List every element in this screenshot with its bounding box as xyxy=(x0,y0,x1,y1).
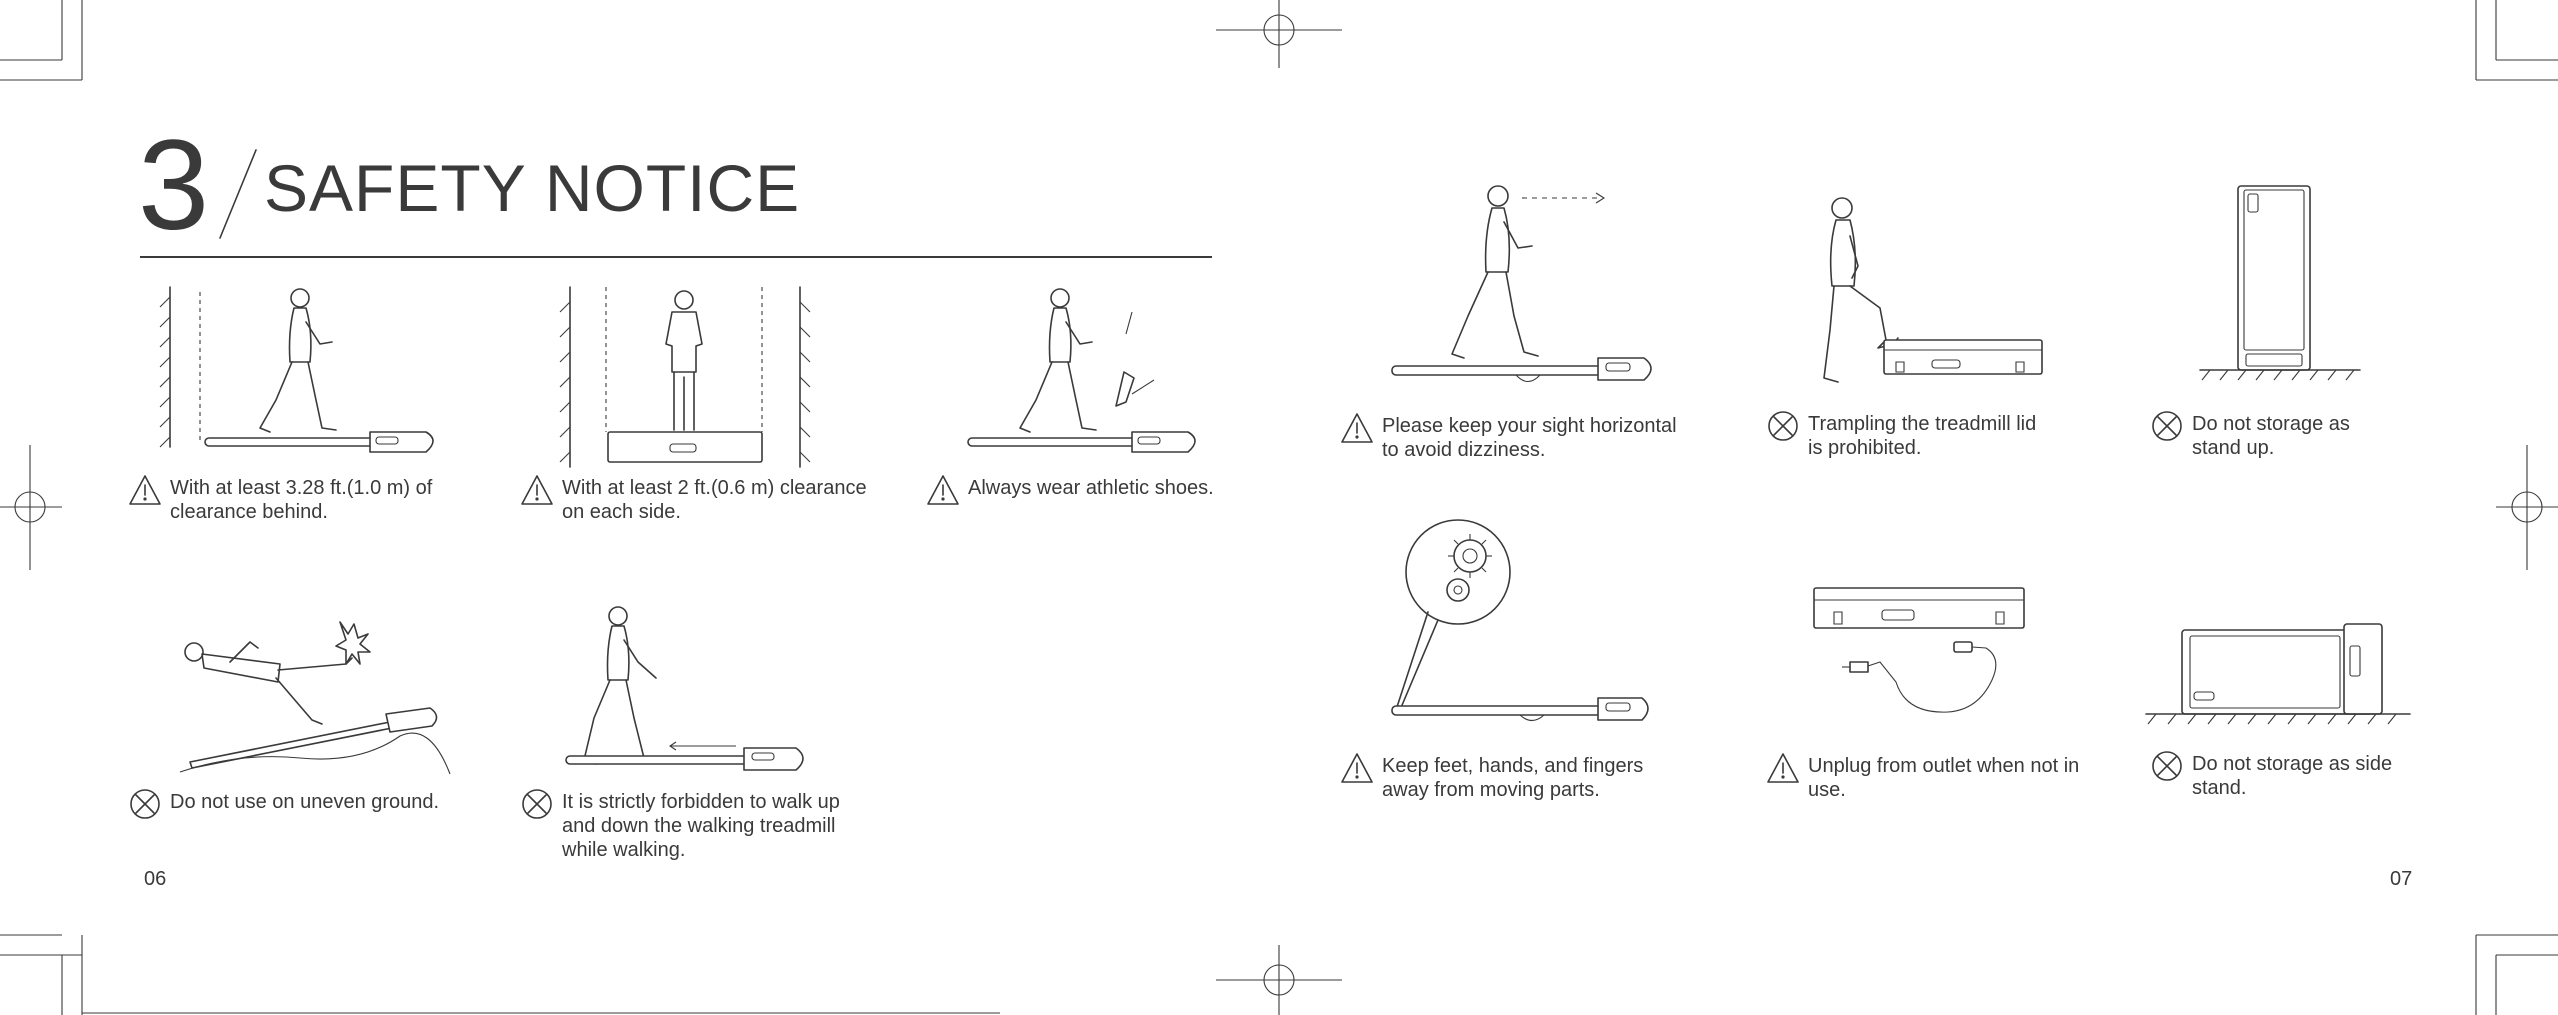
illustration-unplug xyxy=(1810,586,2040,726)
warning-triangle-icon xyxy=(1340,411,1374,445)
notice-text: With at least 3.28 ft.(1.0 m) of clearance behind. xyxy=(170,477,433,523)
illustration-walk-up-down xyxy=(560,600,810,780)
illustration-athletic-shoes xyxy=(960,282,1200,467)
prohibited-icon xyxy=(1766,409,1800,443)
notice-text: With at least 2 ft.(0.6 m) clearance on each side. xyxy=(562,477,867,523)
prohibited-icon xyxy=(2150,409,2184,443)
notice-text: Do not use on uneven ground. xyxy=(170,791,440,813)
notice-stand-up-storage xyxy=(2150,412,2350,460)
notice-text: Do not storage as side stand. xyxy=(2192,753,2393,799)
warning-triangle-icon xyxy=(926,473,960,507)
page-number-left: 06 xyxy=(144,868,167,890)
notice-clearance-sides xyxy=(520,476,867,524)
illustration-stand-up-storage xyxy=(2190,180,2370,392)
notice-athletic-shoes xyxy=(926,476,1214,507)
notice-text: Do not storage as stand up. xyxy=(2192,413,2350,459)
notice-clearance-behind xyxy=(128,476,432,524)
prohibited-icon xyxy=(2150,749,2184,783)
illustration-lid-trampling xyxy=(1810,190,2060,405)
chapter-number: 3 xyxy=(138,114,208,257)
notice-sight-horizontal xyxy=(1340,414,1677,462)
warning-triangle-icon xyxy=(520,473,554,507)
notice-side-storage xyxy=(2150,752,2392,800)
illustration-sight-horizontal xyxy=(1388,176,1648,396)
warning-triangle-icon xyxy=(1766,751,1800,785)
illustration-moving-parts xyxy=(1384,516,1654,726)
notice-moving-parts xyxy=(1340,754,1643,802)
warning-triangle-icon xyxy=(128,473,162,507)
prohibited-icon xyxy=(520,787,554,821)
notice-text: It is strictly forbidden to walk up and down the walking treadmill while walking. xyxy=(562,791,840,861)
notice-text: Please keep your sight horizontal to avoid dizziness. xyxy=(1382,415,1677,461)
title-slash xyxy=(216,146,258,242)
notice-text: Unplug from outlet when not in use. xyxy=(1808,755,2080,801)
chapter-title: SAFETY NOTICE xyxy=(264,151,801,225)
notice-walk-up-down xyxy=(520,790,840,862)
prohibited-icon xyxy=(128,787,162,821)
notice-unplug xyxy=(1766,754,2079,802)
warning-triangle-icon xyxy=(1340,751,1374,785)
notice-uneven-ground xyxy=(128,790,439,821)
illustration-side-storage xyxy=(2140,620,2420,730)
illustration-clearance-behind xyxy=(150,282,450,467)
notice-lid-trampling xyxy=(1766,412,2036,460)
title-rule xyxy=(140,256,1212,258)
illustration-clearance-sides xyxy=(550,282,830,472)
notice-text: Trampling the treadmill lid is prohibited. xyxy=(1808,413,2037,459)
notice-text: Always wear athletic shoes. xyxy=(968,477,1214,499)
notice-text: Keep feet, hands, and fingers away from moving parts. xyxy=(1382,755,1644,801)
illustration-uneven-ground xyxy=(170,612,460,782)
page-number-right: 07 xyxy=(2390,868,2413,890)
